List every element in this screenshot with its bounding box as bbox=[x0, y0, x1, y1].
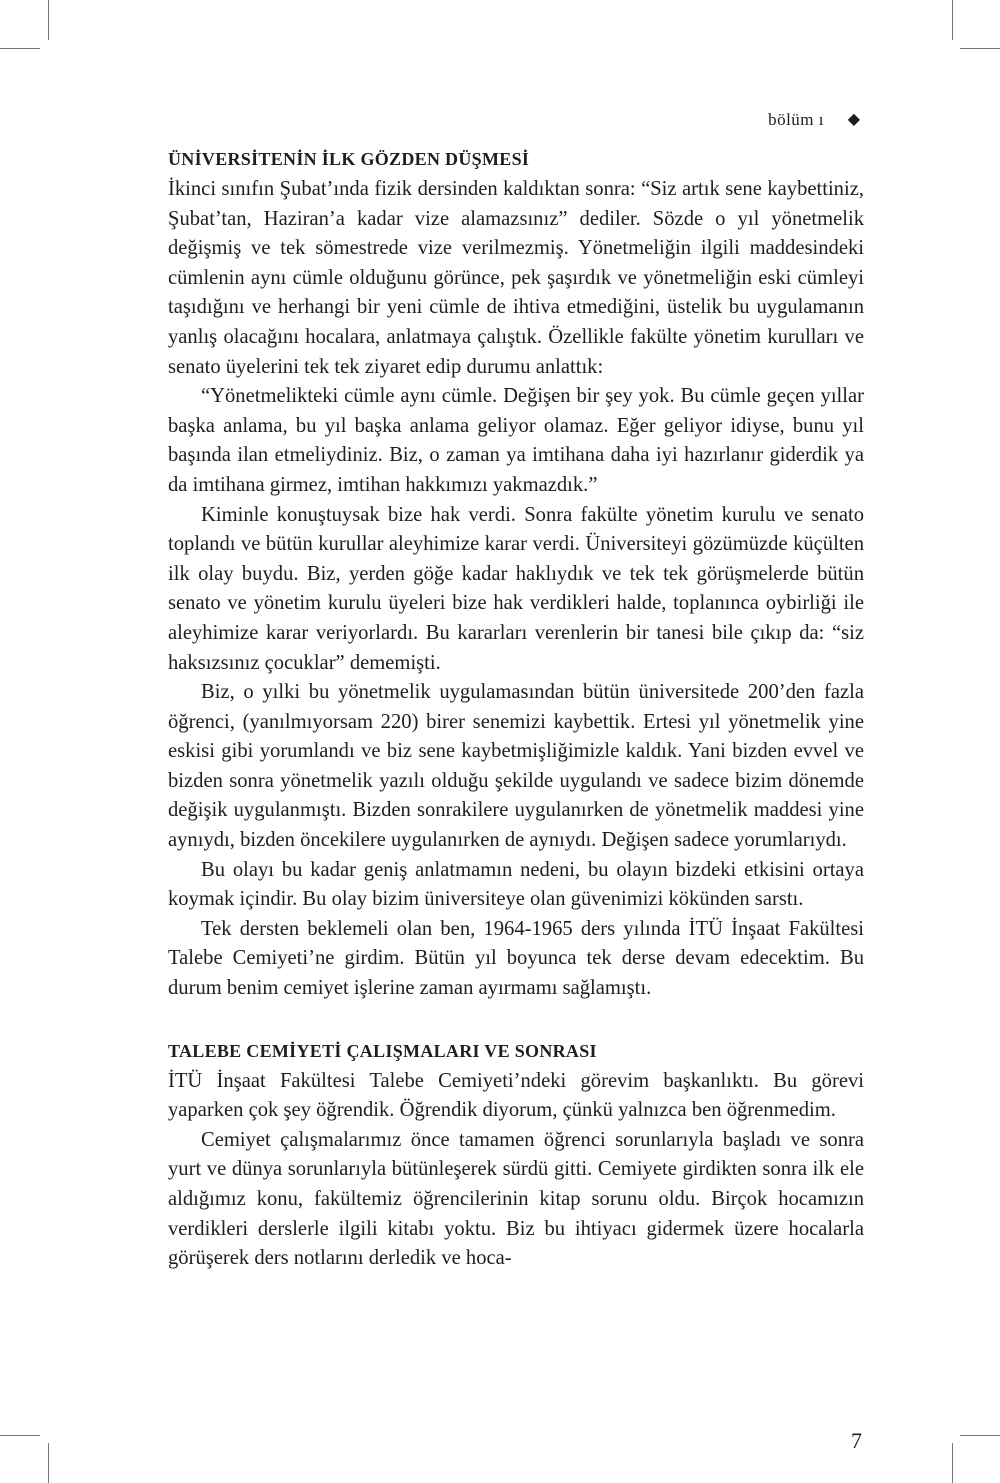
crop-mark-top-right-horizontal bbox=[960, 48, 1000, 49]
diamond-ornament-icon: ◆ bbox=[847, 111, 860, 128]
running-head bbox=[768, 110, 824, 130]
paragraph: İkinci sınıfın Şubat’ında fizik dersinden kaldıktan sonra: “Siz artık sene kaybettiniz, Şubat’tan, Haziran’a kadar vize alamazsınız” dediler. Sözde o yıl yönetmelik değişmiş ve tek sömestrede vize verilmezmiş. Yönetmeliğin ilgili maddesindeki cümlenin aynı cümle olduğunu görünce, pek şaşırdık ve yönetmeliğin eski cümleyi taşıdığını ve herhangi bir yeni cümle de ihtiva etmediğini, üstelik bu uygulamanın yanlış olacağını hocalara, anlatmaya çalıştık. Özellikle fakülte yönetim kurulları ve senato üyelerini tek tek ziyaret edip durumu anlattık: bbox=[168, 178, 864, 378]
section-spacer bbox=[168, 1004, 864, 1035]
paragraph: Kiminle konuştuysak bize hak verdi. Sonra fakülte yönetim kurulu ve senato toplandı ve bütün kurullar aleyhimize karar verdi. Üniversiteyi gözümüzde küçülten ilk olay buydu. Biz, yerden göğe kadar haklıydık ve tek tek görüşmelerde bütün senato ve yönetim kurulu üyeleri bize hak verdikleri halde, toplanınca oybirliği ile aleyhimize karar veriyorlardı. Bu kararları verenlerin bir tanesi bile çıkıp da: “siz haksızsınız çocuklar” dememişti. bbox=[168, 503, 864, 674]
section-heading: ÜNİVERSİTENİN İLK GÖZDEN DÜŞMESİ bbox=[168, 149, 530, 169]
crop-mark-top-right-vertical bbox=[952, 0, 953, 40]
block-quote-paragraph: “Yönetmelikteki cümle aynı cümle. Değişen bir şey yok. Bu cümle geçen yıllar başka anlama, bu yıl başka anlama geliyor olamaz. Eğer geliyor idiyse, bunu yıl başında ilan etmeliydiniz. Biz, o zaman ya imtihana daha iyi hazırlanır giderdik ya da imtihana girmez, imtihan hakkımızı yakmazdık.” bbox=[168, 385, 864, 496]
crop-mark-bottom-right-vertical bbox=[952, 1443, 953, 1483]
page-body bbox=[168, 143, 864, 1274]
crop-mark-bottom-right-horizontal bbox=[960, 1435, 1000, 1436]
running-head-label: bölüm ı bbox=[768, 110, 824, 129]
crop-mark-bottom-left-vertical bbox=[48, 1443, 49, 1483]
paragraph: Bu olayı bu kadar geniş anlatmamın nedeni, bu olayın bizdeki etkisini ortaya koymak içindir. Bu olay bizim üniversiteye olan güvenimizi kökünden sarstı. bbox=[168, 858, 864, 911]
crop-mark-bottom-left-horizontal bbox=[0, 1435, 40, 1436]
paragraph: Tek dersten beklemeli olan ben, 1964-1965 ders yılında İTÜ İnşaat Fakültesi Talebe Cemiyeti’ne girdim. Bütün yıl boyunca tek derse devam edecektim. Bu durum benim cemiyet işlerine zaman ayırmamı sağlamıştı. bbox=[168, 917, 864, 1000]
paragraph: İTÜ İnşaat Fakültesi Talebe Cemiyeti’ndeki görevim başkanlıktı. Bu görevi yaparken çok şey öğrendik. Öğrendik diyorum, çünkü yalnızca ben öğrenmedim. bbox=[168, 1069, 864, 1122]
paragraph: Cemiyet çalışmalarımız önce tamamen öğrenci sorunlarıyla başladı ve sonra yurt ve dünya sorunlarıyla bütünleşerek sürdü gitti. Cemiyete girdikten sonra ilk ele aldığımız konu, fakültemiz öğrencilerinin kitap sorunu oldu. Birçok hocamızın verdikleri derslerle ilgili kitabı yoktu. Biz bu ihtiyacı gidermek üzere hocalarla görüşerek ders notlarını derledik ve hoca- bbox=[168, 1128, 864, 1270]
crop-mark-top-left-horizontal bbox=[0, 48, 40, 49]
paragraph: Biz, o yılki bu yönetmelik uygulamasından bütün üniversitede 200’den fazla öğrenci, (yanılmıyorsam 220) birer senemizi kaybettik. Ertesi yıl yönetmelik yine eskisi gibi yorumlandı ve biz sene kaybetmişliğimizle kaldık. Yani bizden evvel ve bizden sonra yönetmelik yazılı olduğu şekilde uygulandı ve sadece bizim dönemde değişik uygulanmıştı. Bizden sonrakilere uygulanırken de yönetmelik maddesi yine aynıydı, bizden öncekilere uygulanırken de aynıydı. Değişen sadece yorumlarıydı. bbox=[168, 681, 864, 852]
crop-mark-top-left-vertical bbox=[48, 0, 49, 40]
section-heading: TALEBE CEMİYETİ ÇALIŞMALARI VE SONRASI bbox=[168, 1040, 597, 1061]
page-number: 7 bbox=[851, 1428, 862, 1453]
